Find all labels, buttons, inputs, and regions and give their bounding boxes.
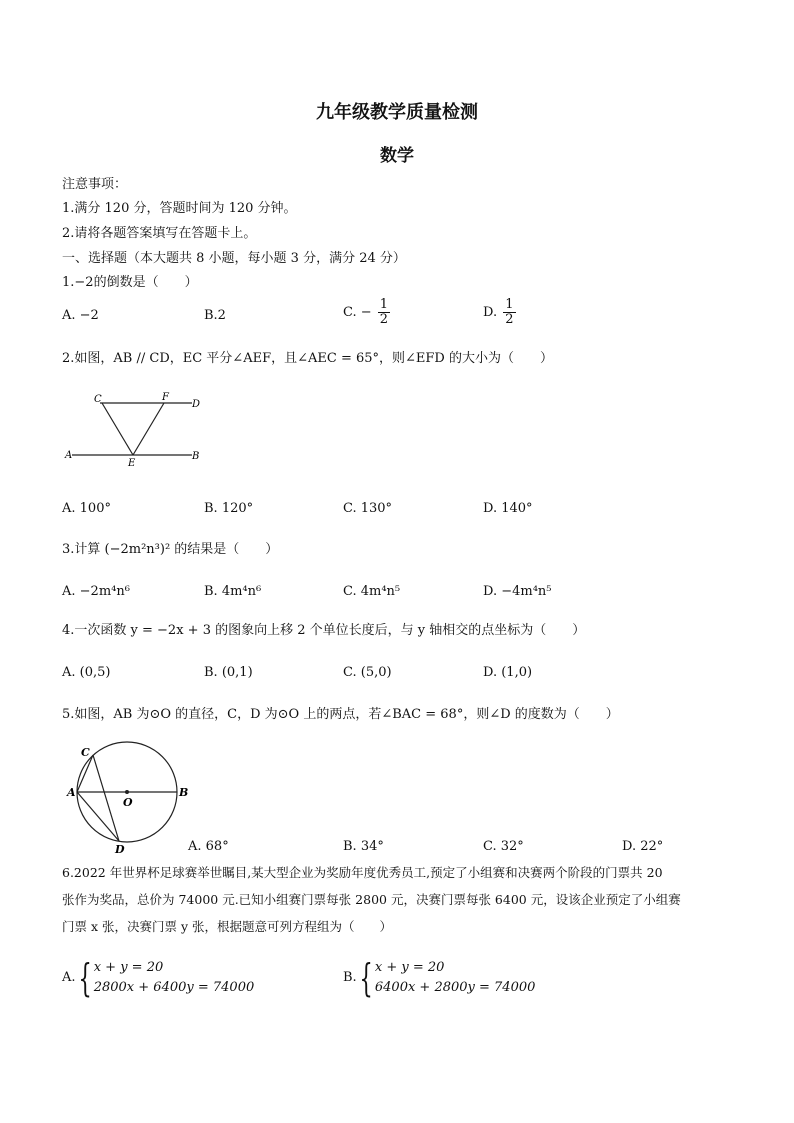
segment-fe [133, 403, 164, 455]
q6-option-a-eq1: x + y = 20 [93, 960, 164, 975]
q3-option-a: A. −2m⁴n⁶ [62, 584, 130, 599]
q6-option-b-equations [375, 958, 536, 998]
q6-stem-line-1: 6.2022 年世界杯足球赛举世瞩目,某大型企业为奖励年度优秀员工,预定了小组赛和决赛两个阶段的门票共 20 [62, 865, 663, 880]
q6-stem-line-3: 门票 x 张，决赛门票 y 张，根据题意可列方程组为（ ） [62, 919, 393, 934]
q1-option-d-fraction [503, 298, 515, 327]
note-item-1: 1.满分 120 分，答题时间为 120 分钟。 [62, 201, 297, 216]
label-a: A [65, 450, 73, 461]
q1-option-c-numerator: 1 [379, 297, 389, 312]
q5-stem: 5.如图，AB 为⊙O 的直径，C，D 为⊙O 上的两点，若∠BAC = 68°，则∠D 的度数为（ ） [62, 707, 619, 722]
q3-option-b: B. 4m⁴n⁶ [204, 584, 262, 599]
q5-figure [62, 740, 192, 855]
q5-option-c: C. 32° [483, 839, 524, 854]
subject-title: 数学 [380, 146, 414, 166]
q6-option-a-eq2: 2800x + 6400y = 74000 [93, 980, 255, 995]
label-d: D [192, 399, 201, 410]
q1-option-d [483, 298, 516, 327]
label-e: E [128, 458, 136, 469]
q5-option-b: B. 34° [343, 839, 384, 854]
q4-stem: 4.一次函数 y = −2x + 3 的图象向上移 2 个单位长度后，与 y 轴相交的点坐标为（ ） [62, 623, 586, 638]
q6-option-a [62, 958, 254, 998]
note-item-2: 2.请将各题答案填写在答题卡上。 [62, 226, 257, 241]
q2-option-b: B. 120° [204, 501, 254, 516]
q6-option-a-system [62, 958, 254, 998]
q6-option-b [343, 958, 535, 998]
label-c: C [94, 394, 102, 405]
q1-option-c-fraction [378, 298, 390, 327]
q3-option-c: C. 4m⁴n⁵ [343, 584, 401, 599]
q2-option-a: A. 100° [62, 501, 111, 516]
q5-option-d: D. 22° [622, 839, 664, 854]
q6-option-b-eq1: x + y = 20 [374, 960, 445, 975]
q4-option-b: B. (0,1) [204, 665, 253, 680]
q1-option-d-prefix: D. [483, 305, 498, 320]
q6-option-b-system [343, 958, 535, 998]
q2-figure [62, 390, 212, 470]
label-o: O [123, 796, 133, 809]
label-d: D [115, 843, 125, 855]
q6-stem-line-2: 张作为奖品，总价为 74000 元.已知小组赛门票每张 2800 元，决赛门票每张 6400 元，设该企业预定了小组赛 [62, 892, 681, 907]
q6-option-b-brace: { [359, 956, 373, 1000]
q3-stem: 3.计算 (−2m²n³)² 的结果是（ ） [62, 542, 279, 557]
q3-option-d: D. −4m⁴n⁵ [483, 584, 552, 599]
center-point [125, 790, 129, 794]
q6-option-a-equations [94, 958, 255, 998]
q2-option-c: C. 130° [343, 501, 393, 516]
q1-option-c [343, 298, 390, 327]
segment-ce [102, 403, 133, 455]
label-f: F [162, 392, 169, 403]
q1-option-d-numerator: 1 [505, 297, 514, 312]
q1-option-b: B.2 [204, 308, 226, 323]
notes-heading: 注意事项： [62, 177, 128, 192]
q6-option-b-eq2: 6400x + 2800y = 74000 [374, 980, 536, 995]
q6-option-a-prefix: A. [62, 970, 76, 985]
label-b: B [179, 786, 189, 799]
q4-option-c: C. (5,0) [343, 665, 392, 680]
q4-option-a: A. (0,5) [62, 665, 111, 680]
label-a: A [67, 786, 76, 799]
label-b: B [192, 451, 200, 462]
q2-option-d: D. 140° [483, 501, 533, 516]
q2-stem: 2.如图，AB // CD，EC 平分∠AEF，且∠AEC = 65°，则∠EFD 的大小为（ ） [62, 351, 553, 366]
q1-stem: 1.−2的倒数是（ ） [62, 275, 198, 290]
q1-option-d-denominator: 2 [505, 312, 514, 327]
chord-ac [77, 755, 93, 792]
q6-option-b-prefix: B. [343, 970, 357, 985]
q1-option-a: A. −2 [62, 308, 99, 323]
page-title: 九年级教学质量检测 [316, 102, 478, 123]
q1-option-c-prefix: C. − [343, 305, 372, 320]
q4-option-d: D. (1,0) [483, 665, 533, 680]
q5-option-a: A. 68° [188, 839, 229, 854]
q6-option-a-brace: { [77, 956, 92, 1000]
chord-cd [93, 755, 119, 841]
label-c: C [81, 746, 90, 759]
section-heading: 一、选择题（本大题共 8 小题，每小题 3 分，满分 24 分） [62, 251, 406, 266]
q1-option-c-denominator: 2 [379, 312, 389, 327]
